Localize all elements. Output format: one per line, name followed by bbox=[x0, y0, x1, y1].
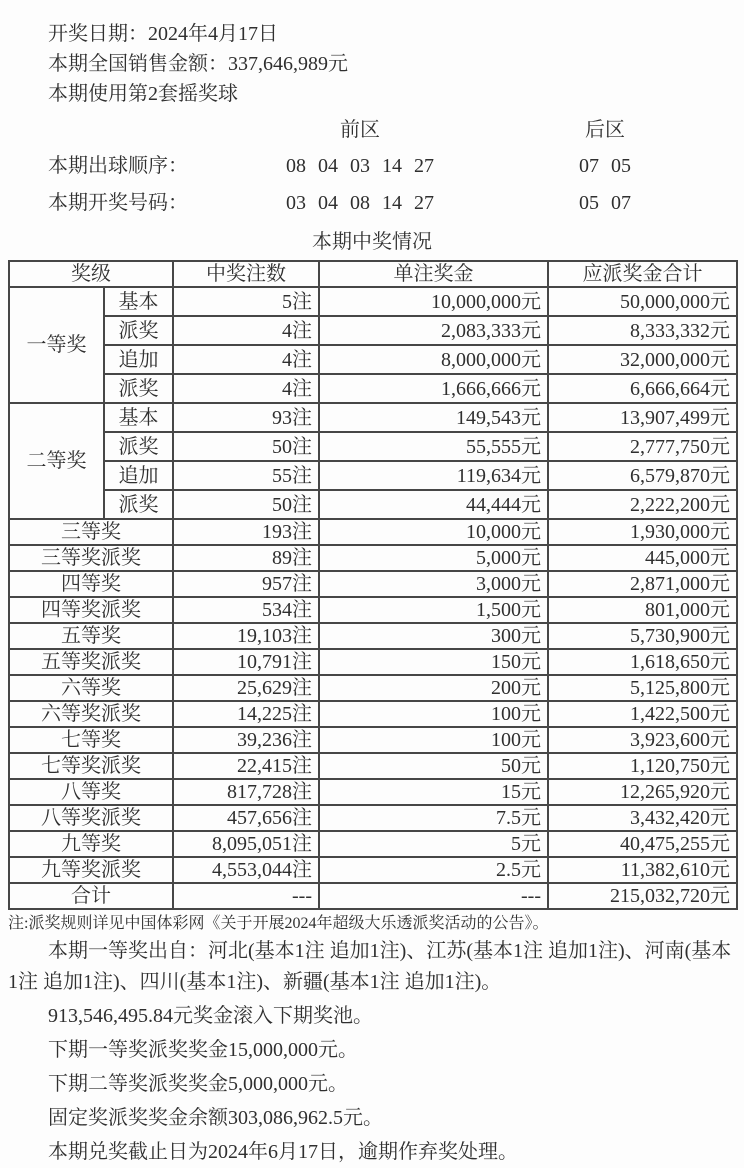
count-cell: 39,236注 bbox=[173, 727, 319, 753]
total-cell: 1,618,650元 bbox=[548, 649, 737, 675]
prize-cell: 1,666,666元 bbox=[319, 374, 548, 403]
table-row bbox=[9, 805, 737, 831]
table-title: 本期中奖情况 bbox=[312, 231, 432, 253]
table-row bbox=[9, 779, 737, 805]
sub-type-cell: 追加 bbox=[104, 345, 173, 374]
prize-cell: --- bbox=[319, 883, 548, 909]
prize-cell: 119,634元 bbox=[319, 461, 548, 490]
count-cell: 193注 bbox=[173, 519, 319, 545]
table-row bbox=[9, 374, 737, 403]
count-cell: 817,728注 bbox=[173, 779, 319, 805]
draw-order-row bbox=[8, 156, 744, 176]
count-cell: --- bbox=[173, 883, 319, 909]
table-row bbox=[9, 345, 737, 374]
table-row bbox=[9, 490, 737, 519]
prize-level-cell: 七等奖派奖 bbox=[9, 753, 173, 779]
prize-cell: 200元 bbox=[319, 675, 548, 701]
total-cell: 3,923,600元 bbox=[548, 727, 737, 753]
total-cell: 40,475,255元 bbox=[548, 831, 737, 857]
prize-cell: 10,000,000元 bbox=[319, 287, 548, 316]
prize-cell: 5,000元 bbox=[319, 545, 548, 571]
total-cell: 12,265,920元 bbox=[548, 779, 737, 805]
total-cell: 1,422,500元 bbox=[548, 701, 737, 727]
table-header-row bbox=[9, 261, 737, 287]
fixed-prize-balance-note: 固定奖派奖奖金余额303,086,962.5元。 bbox=[48, 1107, 383, 1129]
sub-type-cell: 基本 bbox=[104, 287, 173, 316]
total-cell: 2,222,200元 bbox=[548, 490, 737, 519]
table-row bbox=[9, 701, 737, 727]
count-cell: 89注 bbox=[173, 545, 319, 571]
prize-cell: 100元 bbox=[319, 701, 548, 727]
table-row bbox=[9, 403, 737, 432]
total-cell: 8,333,332元 bbox=[548, 316, 737, 345]
count-cell: 4注 bbox=[173, 316, 319, 345]
total-label-cell: 合计 bbox=[9, 883, 173, 909]
total-cell: 50,000,000元 bbox=[548, 287, 737, 316]
total-cell: 3,432,420元 bbox=[548, 805, 737, 831]
prize-cell: 2.5元 bbox=[319, 857, 548, 883]
prize-level-cell: 五等奖 bbox=[9, 623, 173, 649]
total-cell: 2,871,000元 bbox=[548, 571, 737, 597]
table-row bbox=[9, 623, 737, 649]
total-cell: 445,000元 bbox=[548, 545, 737, 571]
count-cell: 10,791注 bbox=[173, 649, 319, 675]
total-cell: 1,930,000元 bbox=[548, 519, 737, 545]
prize-cell: 5元 bbox=[319, 831, 548, 857]
prize-cell: 1,500元 bbox=[319, 597, 548, 623]
prize-level-cell: 八等奖 bbox=[9, 779, 173, 805]
prize-cell: 8,000,000元 bbox=[319, 345, 548, 374]
winning-front-numbers: 03 04 08 14 27 bbox=[286, 192, 434, 214]
rule-note: 注:派奖规则详见中国体彩网《关于开展2024年超级大乐透派奖活动的公告》。 bbox=[8, 915, 549, 932]
prize-cell: 7.5元 bbox=[319, 805, 548, 831]
prize-level-cell: 四等奖 bbox=[9, 571, 173, 597]
notes-section bbox=[8, 914, 736, 1168]
rollover-note: 913,546,495.84元奖金滚入下期奖池。 bbox=[48, 1005, 373, 1027]
prize-level-cell: 一等奖 bbox=[9, 287, 104, 403]
winning-numbers-row bbox=[8, 193, 744, 213]
col-header-single-prize: 单注奖金 bbox=[319, 261, 548, 287]
table-row bbox=[9, 597, 737, 623]
total-cell: 6,579,870元 bbox=[548, 461, 737, 490]
prize-cell: 150元 bbox=[319, 649, 548, 675]
count-cell: 14,225注 bbox=[173, 701, 319, 727]
table-row bbox=[9, 545, 737, 571]
prize-level-cell: 七等奖 bbox=[9, 727, 173, 753]
prize-level-cell: 八等奖派奖 bbox=[9, 805, 173, 831]
draw-order-back-numbers: 07 05 bbox=[579, 155, 631, 177]
total-cell: 2,777,750元 bbox=[548, 432, 737, 461]
total-cell: 6,666,664元 bbox=[548, 374, 737, 403]
count-cell: 4,553,044注 bbox=[173, 857, 319, 883]
prize-cell: 50元 bbox=[319, 753, 548, 779]
next-first-prize-bonus-note: 下期一等奖派奖奖金15,000,000元。 bbox=[48, 1039, 358, 1061]
prize-level-cell: 九等奖 bbox=[9, 831, 173, 857]
prize-level-cell: 九等奖派奖 bbox=[9, 857, 173, 883]
prize-level-cell: 三等奖派奖 bbox=[9, 545, 173, 571]
count-cell: 93注 bbox=[173, 403, 319, 432]
col-header-winning-bets: 中奖注数 bbox=[173, 261, 319, 287]
count-cell: 22,415注 bbox=[173, 753, 319, 779]
col-header-prize-level: 奖级 bbox=[9, 261, 173, 287]
count-cell: 25,629注 bbox=[173, 675, 319, 701]
prize-level-cell: 五等奖派奖 bbox=[9, 649, 173, 675]
front-zone-label: 前区 bbox=[340, 119, 380, 141]
prize-cell: 15元 bbox=[319, 779, 548, 805]
count-cell: 50注 bbox=[173, 490, 319, 519]
draw-order-label: 本期出球顺序： bbox=[48, 155, 188, 177]
total-cell: 801,000元 bbox=[548, 597, 737, 623]
count-cell: 4注 bbox=[173, 374, 319, 403]
count-cell: 50注 bbox=[173, 432, 319, 461]
count-cell: 8,095,051注 bbox=[173, 831, 319, 857]
prize-level-cell: 三等奖 bbox=[9, 519, 173, 545]
zone-header-row bbox=[8, 120, 744, 140]
total-cell: 215,032,720元 bbox=[548, 883, 737, 909]
first-prize-origin-note: 本期一等奖出自：河北(基本1注 追加1注)、江苏(基本1注 追加1注)、河南(基本1注 追加1注)、四川(基本1注)、新疆(基本1注 追加1注)。 bbox=[8, 940, 732, 993]
table-row bbox=[9, 571, 737, 597]
table-row bbox=[9, 519, 737, 545]
zone-row-spacer bbox=[8, 120, 230, 140]
col-header-total-payout: 应派奖金合计 bbox=[548, 261, 737, 287]
prize-cell: 300元 bbox=[319, 623, 548, 649]
table-row bbox=[9, 727, 737, 753]
prize-cell: 149,543元 bbox=[319, 403, 548, 432]
prize-level-cell: 六等奖派奖 bbox=[9, 701, 173, 727]
sub-type-cell: 派奖 bbox=[104, 316, 173, 345]
sub-type-cell: 基本 bbox=[104, 403, 173, 432]
next-second-prize-bonus-note: 下期二等奖派奖奖金5,000,000元。 bbox=[48, 1073, 348, 1095]
table-row bbox=[9, 675, 737, 701]
prize-table bbox=[8, 260, 738, 910]
prize-cell: 55,555元 bbox=[319, 432, 548, 461]
table-row bbox=[9, 432, 737, 461]
prize-cell: 44,444元 bbox=[319, 490, 548, 519]
count-cell: 19,103注 bbox=[173, 623, 319, 649]
winning-back-numbers: 05 07 bbox=[579, 192, 631, 214]
prize-cell: 100元 bbox=[319, 727, 548, 753]
prize-cell: 3,000元 bbox=[319, 571, 548, 597]
back-zone-label: 后区 bbox=[585, 119, 625, 141]
table-row bbox=[9, 857, 737, 883]
total-cell: 32,000,000元 bbox=[548, 345, 737, 374]
redeem-deadline-note: 本期兑奖截止日为2024年6月17日，逾期作弃奖处理。 bbox=[48, 1141, 518, 1163]
total-cell: 11,382,610元 bbox=[548, 857, 737, 883]
prize-level-cell: 六等奖 bbox=[9, 675, 173, 701]
count-cell: 4注 bbox=[173, 345, 319, 374]
sub-type-cell: 派奖 bbox=[104, 432, 173, 461]
sub-type-cell: 追加 bbox=[104, 461, 173, 490]
count-cell: 55注 bbox=[173, 461, 319, 490]
sub-type-cell: 派奖 bbox=[104, 490, 173, 519]
table-row bbox=[9, 461, 737, 490]
draw-order-front-numbers: 08 04 03 14 27 bbox=[286, 155, 434, 177]
winning-numbers-label: 本期开奖号码： bbox=[48, 192, 188, 214]
total-cell: 5,730,900元 bbox=[548, 623, 737, 649]
ball-set-line: 本期使用第2套摇奖球 bbox=[48, 83, 238, 105]
total-cell: 1,120,750元 bbox=[548, 753, 737, 779]
sales-amount-line: 本期全国销售金额：337,646,989元 bbox=[48, 53, 348, 75]
draw-date-line: 开奖日期：2024年4月17日 bbox=[48, 23, 278, 45]
count-cell: 457,656注 bbox=[173, 805, 319, 831]
prize-level-cell: 二等奖 bbox=[9, 403, 104, 519]
total-cell: 5,125,800元 bbox=[548, 675, 737, 701]
count-cell: 957注 bbox=[173, 571, 319, 597]
prize-level-cell: 四等奖派奖 bbox=[9, 597, 173, 623]
table-row bbox=[9, 831, 737, 857]
table-row bbox=[9, 753, 737, 779]
table-total-row bbox=[9, 883, 737, 909]
count-cell: 5注 bbox=[173, 287, 319, 316]
count-cell: 534注 bbox=[173, 597, 319, 623]
prize-cell: 2,083,333元 bbox=[319, 316, 548, 345]
total-cell: 13,907,499元 bbox=[548, 403, 737, 432]
table-row bbox=[9, 316, 737, 345]
sub-type-cell: 派奖 bbox=[104, 374, 173, 403]
table-row bbox=[9, 649, 737, 675]
table-row bbox=[9, 287, 737, 316]
prize-cell: 10,000元 bbox=[319, 519, 548, 545]
